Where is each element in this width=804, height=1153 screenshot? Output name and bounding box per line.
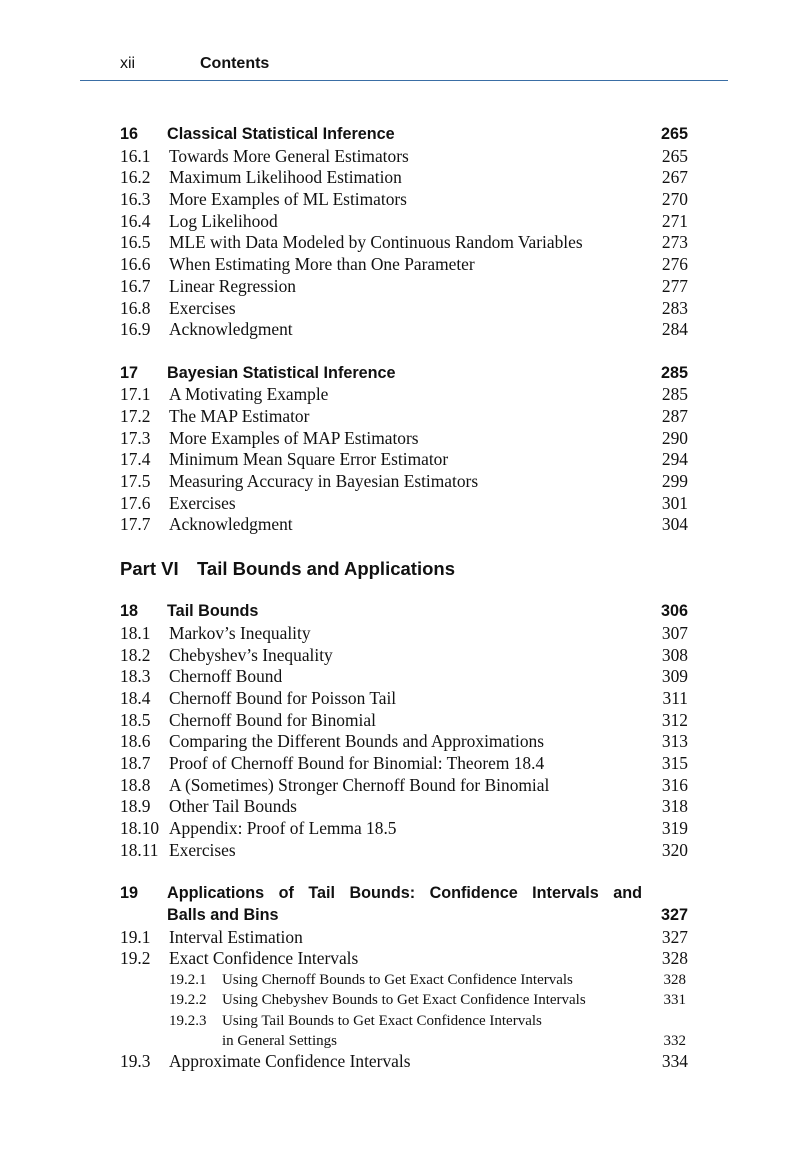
section-title: Chernoff Bound for Binomial xyxy=(169,709,376,730)
toc-section-17-5[interactable] xyxy=(120,471,688,493)
section-title: Towards More General Estimators xyxy=(169,145,409,166)
chapter-number: 18 xyxy=(120,602,139,621)
section-title: Exercises xyxy=(169,297,236,318)
page-number: 267 xyxy=(661,167,688,188)
toc-section-16-1[interactable] xyxy=(120,146,688,168)
page-number: 308 xyxy=(661,644,688,665)
part-title: Tail Bounds and Applications xyxy=(197,557,455,579)
section-number: 18.9 xyxy=(120,796,151,817)
section-title: Markov’s Inequality xyxy=(169,622,311,643)
section-number: 16.8 xyxy=(120,297,151,318)
page-number: 301 xyxy=(661,492,688,513)
toc-section-16-4[interactable] xyxy=(120,211,688,233)
toc-section-16-7[interactable] xyxy=(120,276,688,298)
toc-section-16-6[interactable] xyxy=(120,254,688,276)
section-title: Exact Confidence Intervals xyxy=(169,948,359,969)
page-number: 313 xyxy=(661,731,688,752)
page-number: 270 xyxy=(661,189,688,210)
section-number: 17.2 xyxy=(120,405,151,426)
subsection-number: 19.2.2 xyxy=(169,992,207,1009)
section-title: MLE with Data Modeled by Continuous Random Variables xyxy=(169,232,583,253)
section-title: Maximum Likelihood Estimation xyxy=(169,167,402,188)
toc-section-18-10[interactable] xyxy=(120,818,688,840)
subsection-title-line-1: Using Tail Bounds to Get Exact Confidence Intervals xyxy=(222,1012,542,1029)
spacer xyxy=(120,536,688,558)
toc-section-18-2[interactable] xyxy=(120,645,688,667)
section-number: 18.4 xyxy=(120,688,151,708)
section-title: Acknowledgment xyxy=(169,319,293,340)
subsection-title: Using Chebyshev Bounds to Get Exact Confidence Intervals xyxy=(222,992,586,1009)
toc-subsection-19-2-3[interactable] xyxy=(120,1011,688,1052)
section-title: The MAP Estimator xyxy=(169,405,310,426)
spacer xyxy=(120,341,688,363)
section-number: 17.7 xyxy=(120,514,151,535)
page-number: 320 xyxy=(661,839,688,860)
subsection-title xyxy=(222,1011,542,1052)
toc-section-19-2[interactable] xyxy=(120,948,688,970)
page-number: 285 xyxy=(660,363,688,382)
section-number: 18.5 xyxy=(120,709,151,730)
section-title: Appendix: Proof of Lemma 18.5 xyxy=(169,818,397,839)
chapter-title: Classical Statistical Inference xyxy=(167,125,395,143)
section-title: Proof of Chernoff Bound for Binomial: Theorem 18.4 xyxy=(169,753,545,774)
section-number: 17.6 xyxy=(120,492,151,513)
section-title: Comparing the Different Bounds and Approximations xyxy=(169,731,544,752)
page-number: 309 xyxy=(661,666,688,687)
part-number: Part VI xyxy=(120,557,179,579)
section-title: Other Tail Bounds xyxy=(169,796,297,817)
section-number: 16.5 xyxy=(120,232,151,253)
section-number: 19.1 xyxy=(120,926,151,947)
section-number: 18.11 xyxy=(120,839,159,860)
page-number: 294 xyxy=(661,449,688,470)
page-number: 312 xyxy=(661,709,688,730)
section-title: Chebyshev’s Inequality xyxy=(169,644,333,665)
page-number: 316 xyxy=(661,774,688,795)
running-title: Contents xyxy=(200,55,270,72)
toc-chapter-19[interactable] xyxy=(120,883,688,926)
section-number: 16.3 xyxy=(120,189,151,210)
page-number: 328 xyxy=(663,971,686,988)
toc-section-18-5[interactable] xyxy=(120,710,688,732)
section-number: 16.9 xyxy=(120,319,151,340)
page-number: 277 xyxy=(661,275,688,296)
page-number: 283 xyxy=(661,297,688,318)
toc-section-17-3[interactable] xyxy=(120,428,688,450)
section-title: Interval Estimation xyxy=(169,926,303,947)
section-number: 19.2 xyxy=(120,948,151,969)
toc-section-17-7[interactable] xyxy=(120,514,688,536)
page-number: 328 xyxy=(661,948,688,969)
page-number: 273 xyxy=(661,232,688,253)
toc-section-16-8[interactable] xyxy=(120,298,688,320)
section-number: 16.6 xyxy=(120,254,151,275)
toc-section-18-1[interactable] xyxy=(120,623,688,645)
section-number: 18.8 xyxy=(120,774,151,795)
subsection-number: 19.2.1 xyxy=(169,971,207,988)
section-title: Chernoff Bound xyxy=(169,666,283,687)
section-title: A Motivating Example xyxy=(169,384,329,405)
toc-section-16-3[interactable] xyxy=(120,189,688,211)
subsection-number: 19.2.3 xyxy=(169,1012,207,1029)
section-number: 18.10 xyxy=(120,818,160,839)
chapter-number: 19 xyxy=(120,884,139,903)
header-rule xyxy=(80,80,728,81)
toc-chapter-17[interactable] xyxy=(120,363,688,385)
table-of-contents xyxy=(120,124,688,1073)
page-number: 306 xyxy=(660,602,688,621)
page-number: 315 xyxy=(661,753,688,774)
toc-section-18-6[interactable] xyxy=(120,731,688,753)
page-number: 334 xyxy=(661,1051,688,1072)
page-number: 331 xyxy=(663,992,686,1009)
section-number: 17.4 xyxy=(120,449,151,470)
page-number: 304 xyxy=(661,514,688,535)
section-number: 18.1 xyxy=(120,622,151,643)
page-number: 265 xyxy=(661,145,688,166)
toc-section-16-9[interactable] xyxy=(120,319,688,341)
toc-chapter-16[interactable] xyxy=(120,124,688,146)
section-number: 18.6 xyxy=(120,731,151,752)
running-header xyxy=(120,52,720,76)
section-number: 16.7 xyxy=(120,275,151,296)
toc-section-17-1[interactable] xyxy=(120,384,688,406)
chapter-title-line-2: Balls and Bins xyxy=(167,905,279,924)
section-title: A (Sometimes) Stronger Chernoff Bound for Binomial xyxy=(169,774,550,795)
section-number: 16.1 xyxy=(120,145,151,166)
section-title: Chernoff Bound for Poisson Tail xyxy=(169,688,397,708)
section-number: 18.3 xyxy=(120,666,151,687)
section-title: Approximate Confidence Intervals xyxy=(169,1051,411,1072)
page-number: 332 xyxy=(663,1032,686,1049)
page-number: 290 xyxy=(661,427,688,448)
section-title: Exercises xyxy=(169,839,236,860)
section-title: More Examples of ML Estimators xyxy=(169,189,407,210)
subsection-title: Using Chernoff Bounds to Get Exact Confidence Intervals xyxy=(222,971,573,988)
section-title: Acknowledgment xyxy=(169,514,293,535)
toc-section-17-4[interactable] xyxy=(120,449,688,471)
toc-section-18-7[interactable] xyxy=(120,753,688,775)
chapter-number: 17 xyxy=(120,363,139,382)
toc-section-16-2[interactable] xyxy=(120,167,688,189)
page-number: 287 xyxy=(661,405,688,426)
toc-section-17-6[interactable] xyxy=(120,493,688,515)
page-number: 307 xyxy=(661,622,688,643)
chapter-title: Tail Bounds xyxy=(167,602,259,621)
toc-section-19-1[interactable] xyxy=(120,927,688,949)
section-title: When Estimating More than One Parameter xyxy=(169,254,475,275)
toc-section-18-9[interactable] xyxy=(120,796,688,818)
section-title: Measuring Accuracy in Bayesian Estimators xyxy=(169,471,479,491)
toc-subsection-19-2-2[interactable] xyxy=(120,990,688,1010)
section-title: Exercises xyxy=(169,492,236,513)
section-title: Linear Regression xyxy=(169,275,297,296)
chapter-title xyxy=(167,883,642,926)
chapter-number: 16 xyxy=(120,125,139,143)
subsection-title-line-2: in General Settings xyxy=(222,1032,337,1049)
toc-section-18-4[interactable] xyxy=(120,688,688,710)
chapter-title: Bayesian Statistical Inference xyxy=(167,363,396,382)
toc-section-18-11[interactable] xyxy=(120,840,688,862)
section-title: More Examples of MAP Estimators xyxy=(169,427,419,448)
page-number: 299 xyxy=(661,471,688,491)
spacer xyxy=(120,862,688,884)
page-number: 318 xyxy=(661,796,688,817)
toc-section-18-3[interactable] xyxy=(120,666,688,688)
section-number: 17.5 xyxy=(120,471,151,491)
page-number: 327 xyxy=(660,905,688,924)
section-number: 17.3 xyxy=(120,427,151,448)
page-number: 276 xyxy=(661,254,688,275)
section-number: 16.2 xyxy=(120,167,151,188)
page-number: 319 xyxy=(661,818,688,839)
toc-part-vi[interactable] xyxy=(120,558,688,602)
toc-chapter-18[interactable] xyxy=(120,601,688,623)
section-title: Log Likelihood xyxy=(169,210,278,231)
toc-section-16-5[interactable] xyxy=(120,232,688,254)
section-number: 18.7 xyxy=(120,753,151,774)
page-number: 285 xyxy=(661,384,688,405)
section-number: 18.2 xyxy=(120,644,151,665)
section-number: 16.4 xyxy=(120,210,151,231)
page-number: 265 xyxy=(660,125,688,143)
page-number: 327 xyxy=(661,926,688,947)
toc-section-17-2[interactable] xyxy=(120,406,688,428)
page-number: 284 xyxy=(661,319,688,340)
toc-subsection-19-2-1[interactable] xyxy=(120,970,688,990)
section-number: 17.1 xyxy=(120,384,151,405)
page-number: 311 xyxy=(662,688,688,708)
toc-section-19-3[interactable] xyxy=(120,1051,688,1073)
chapter-title-line-1: Applications of Tail Bounds: Confidence Intervals and xyxy=(167,884,642,903)
toc-section-18-8[interactable] xyxy=(120,775,688,797)
page-number: 271 xyxy=(661,210,688,231)
section-title: Minimum Mean Square Error Estimator xyxy=(169,449,449,470)
page-folio: xii xyxy=(120,55,136,72)
section-number: 19.3 xyxy=(120,1051,151,1072)
